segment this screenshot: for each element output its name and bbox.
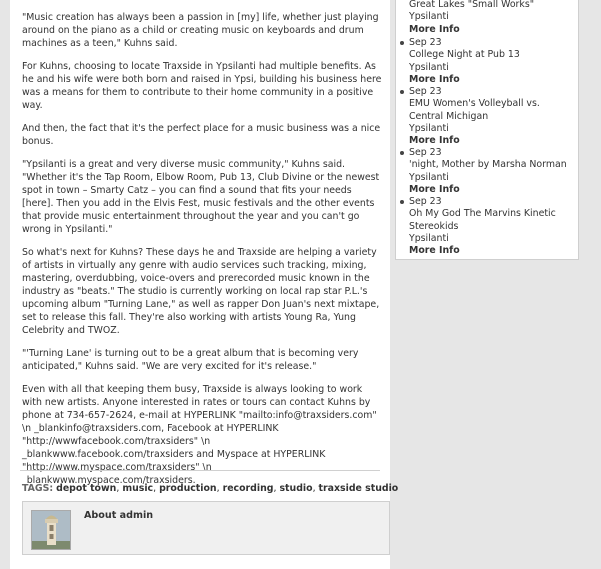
- more-info-link[interactable]: More Info: [409, 183, 460, 195]
- article-paragraph: And then, the fact that it's the perfect place for a music business was a nice bonus.: [22, 123, 381, 147]
- event-title: College Night at Pub 13: [409, 49, 520, 61]
- more-info-link[interactable]: More Info: [409, 135, 460, 147]
- bullet-icon: [400, 151, 404, 155]
- more-info-link[interactable]: More Info: [409, 73, 460, 85]
- tag-link-studio[interactable]: studio: [279, 483, 313, 494]
- event-item: [409, 196, 575, 257]
- event-location: Ypsilanti: [409, 171, 449, 183]
- tag-separator: ,: [312, 483, 316, 494]
- article-paragraph: For Kuhns, choosing to locate Traxside in Ypsilanti had multiple benefits. As he and his wife were both born and raised in Ypsi, building his business here was a means for them to contribute to their home community in a positive way.: [22, 61, 382, 111]
- main-content: [10, 0, 399, 569]
- event-title: 'night, Mother by Marsha Norman: [409, 159, 567, 171]
- tags-divider: [20, 470, 380, 471]
- tag-link-recording[interactable]: recording: [222, 483, 274, 494]
- author-box: [22, 501, 390, 555]
- events-sidebar: [395, 0, 579, 260]
- tag-separator: ,: [153, 483, 157, 494]
- event-item: [409, 86, 575, 147]
- tag-link-depot-town[interactable]: depot town: [56, 483, 117, 494]
- tower-icon: [32, 511, 70, 549]
- article-paragraph: Even with all that keeping them busy, Traxside is always looking to work with new artists. Anyone interested in rates or tours can contact Kuhns by phone at 734-657-2624, e-mail at HYPERLINK "mailto:info@traxsiders.com" \n _blankinfo@traxsiders.com, Facebook at HYPERLINK "http://wwwfacebook.com/traxsiders" \n _blankwww.facebook.com/traxsiders and Myspace at HYPERLINK "http://www.myspace.com/traxsiders" \n _blankwww.myspace.com/traxsiders.: [22, 384, 377, 486]
- bullet-icon: [400, 41, 404, 45]
- author-title: About admin: [84, 510, 154, 521]
- more-info-link[interactable]: More Info: [409, 245, 460, 257]
- event-date: Sep 23: [409, 37, 442, 48]
- event-date: Sep 23: [409, 86, 442, 97]
- tag-separator: ,: [116, 483, 120, 494]
- event-date: Sep 23: [409, 196, 442, 207]
- tag-link-production[interactable]: production: [159, 483, 217, 494]
- event-location: Ypsilanti: [409, 232, 449, 244]
- bullet-icon: [400, 90, 404, 94]
- more-info-link[interactable]: More Info: [409, 23, 460, 35]
- tag-link-music[interactable]: music: [122, 483, 154, 494]
- event-item: [409, 37, 575, 86]
- event-date: Sep 23: [409, 147, 442, 158]
- event-item-partial: [409, 0, 534, 36]
- article-paragraph: "'Turning Lane' is turning out to be a great album that is becoming very anticipated," Kuhns said. "We are very excited for it's release.": [22, 348, 359, 372]
- article-body: [22, 0, 382, 497]
- bullet-icon: [400, 200, 404, 204]
- event-location: Ypsilanti: [409, 61, 449, 73]
- event-item: [409, 147, 575, 196]
- article-paragraph: "Music creation has always been a passion in [my] life, whether just playing around on the piano as a child or creating music on keyboards and drum machines as a teen," Kuhns said.: [22, 12, 379, 49]
- event-title: Oh My God The Marvins Kinetic Stereokids: [409, 208, 556, 232]
- tags-line: [22, 482, 399, 495]
- tag-separator: ,: [273, 483, 277, 494]
- event-title: Great Lakes "Small Works": [409, 0, 535, 10]
- avatar: [31, 510, 71, 550]
- event-location: Ypsilanti: [409, 11, 449, 23]
- tag-separator: ,: [216, 483, 220, 494]
- article-paragraph: "Ypsilanti is a great and very diverse music community," Kuhns said. "Whether it's the Tap Room, Elbow Room, Pub 13, Club Divine or the newest spot in town – Smarty Catz – you can find a sound that fits your needs [here]. Then you add in the Elvis Fest, music festivals and the other events that provide music entertainment throughout the year and you can't go wrong in Ypsilanti.": [22, 159, 380, 235]
- article-paragraph: So what's next for Kuhns? These days he and Traxside are helping a variety of artists in virtually any genre with audio services such tracking, mixing, mastering, overdubbing, voice-overs and prerecorded music known in the industry as "beats." The studio is currently working on local rap star P.L.'s upcoming album "Turning Lane," as well as rapper Don Juan's next mixtape, set to release this fall. They're also working with artists Young Ra, Yung Celebrity and TWOZ.: [22, 247, 380, 336]
- event-title: EMU Women's Volleyball vs. Central Michigan: [409, 98, 540, 122]
- event-location: Ypsilanti: [409, 122, 449, 134]
- tags-label: TAGS:: [22, 483, 54, 494]
- tag-link-traxside-studio[interactable]: traxside studio: [318, 483, 399, 494]
